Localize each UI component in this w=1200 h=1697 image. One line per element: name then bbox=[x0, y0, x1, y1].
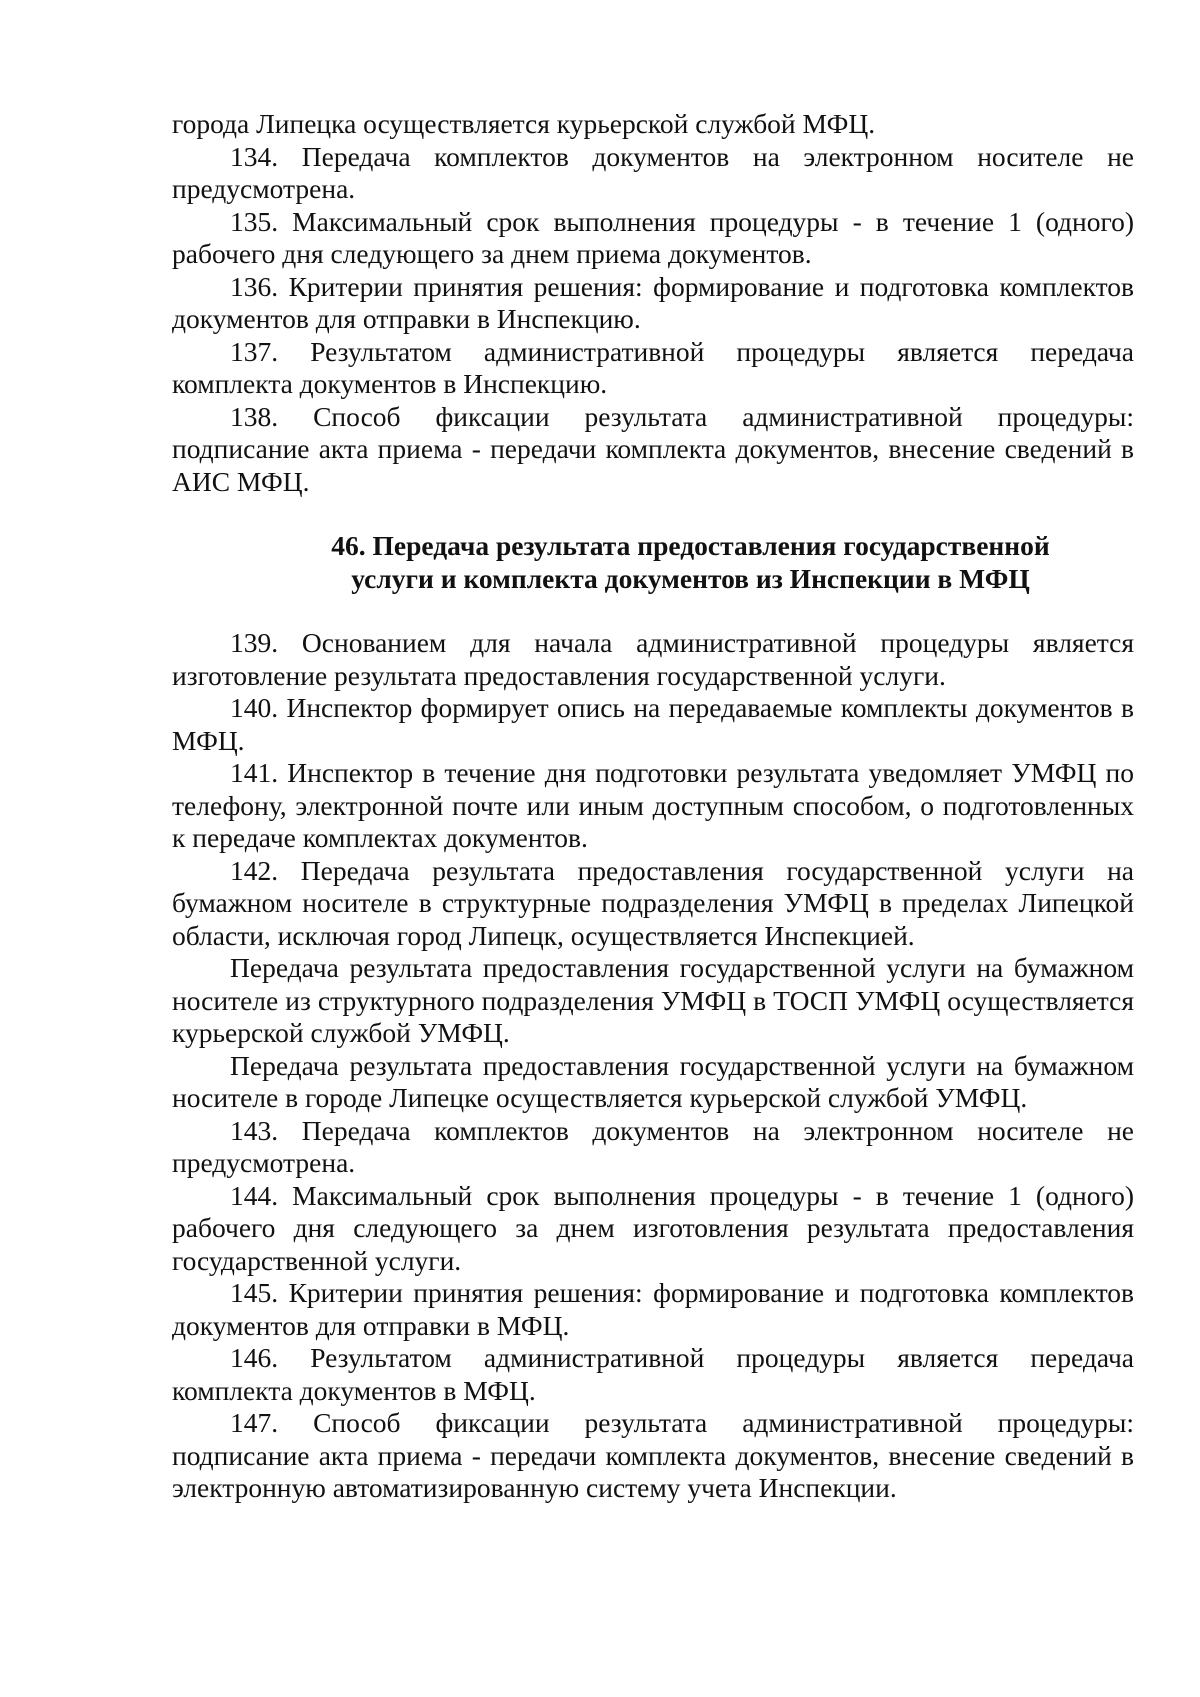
paragraph-140: 140. Инспектор формирует опись на передаваемые комплекты документов в МФЦ. bbox=[172, 692, 1134, 756]
paragraph-134: 134. Передача комплектов документов на электронном носителе не предусмотрена. bbox=[172, 140, 1134, 204]
paragraph-138: 138. Способ фиксации результата административной процедуры: подписание акта приема - передачи комплекта документов, внесение сведений в АИС МФЦ. bbox=[172, 400, 1134, 497]
paragraph-147: 147. Способ фиксации результата административной процедуры: подписание акта приема - передачи комплекта документов, внесение сведений в электронную автоматизированную систему учета Инспекции. bbox=[172, 1407, 1134, 1503]
paragraph-139: 139. Основанием для начала административной процедуры является изготовление результата предоставления государственной услуги. bbox=[172, 627, 1134, 691]
document-page bbox=[172, 108, 1134, 1505]
paragraph-137: 137. Результатом административной процедуры является передача комплекта документов в Инспекцию. bbox=[172, 335, 1134, 399]
paragraph-142-continued-1: Передача результата предоставления государственной услуги на бумажном носителе из структурного подразделения УМФЦ в ТОСП УМФЦ осуществляется курьерской службой УМФЦ. bbox=[172, 952, 1134, 1048]
paragraph-142-continued-2: Передача результата предоставления государственной услуги на бумажном носителе в городе Липецке осуществляется курьерской службой УМФЦ. bbox=[172, 1049, 1134, 1113]
paragraph-141: 141. Инспектор в течение дня подготовки результата уведомляет УМФЦ по телефону, электронной почте или иным доступным способом, о подготовленных к передаче комплектах документов. bbox=[172, 757, 1134, 853]
paragraph-144: 144. Максимальный срок выполнения процедуры - в течение 1 (одного) рабочего дня следующего за днем изготовления результата предоставления государственной услуги. bbox=[172, 1179, 1134, 1276]
section-heading-line-1: 46. Передача результата предоставления государственной bbox=[331, 530, 1050, 561]
paragraph-continuation: города Липецка осуществляется курьерской службой МФЦ. bbox=[172, 108, 876, 139]
paragraph-142: 142. Передача результата предоставления государственной услуги на бумажном носителе в структурные подразделения УМФЦ в пределах Липецкой области, исключая город Липецк, осуществляется Инспекцией. bbox=[172, 854, 1134, 951]
section-heading bbox=[172, 530, 1134, 595]
paragraph-146: 146. Результатом административной процедуры является передача комплекта документов в МФЦ. bbox=[172, 1342, 1134, 1406]
paragraph-143: 143. Передача комплектов документов на электронном носителе не предусмотрена. bbox=[172, 1114, 1134, 1178]
paragraph-136: 136. Критерии принятия решения: формирование и подготовка комплектов документов для отправки в Инспекцию. bbox=[172, 270, 1134, 334]
section-heading-line-2: услуги и комплекта документов из Инспекции в МФЦ bbox=[351, 562, 1030, 594]
paragraph-135: 135. Максимальный срок выполнения процедуры - в течение 1 (одного) рабочего дня следующего за днем приема документов. bbox=[172, 205, 1134, 269]
paragraph-145: 145. Критерии принятия решения: формирование и подготовка комплектов документов для отправки в МФЦ. bbox=[172, 1277, 1134, 1341]
